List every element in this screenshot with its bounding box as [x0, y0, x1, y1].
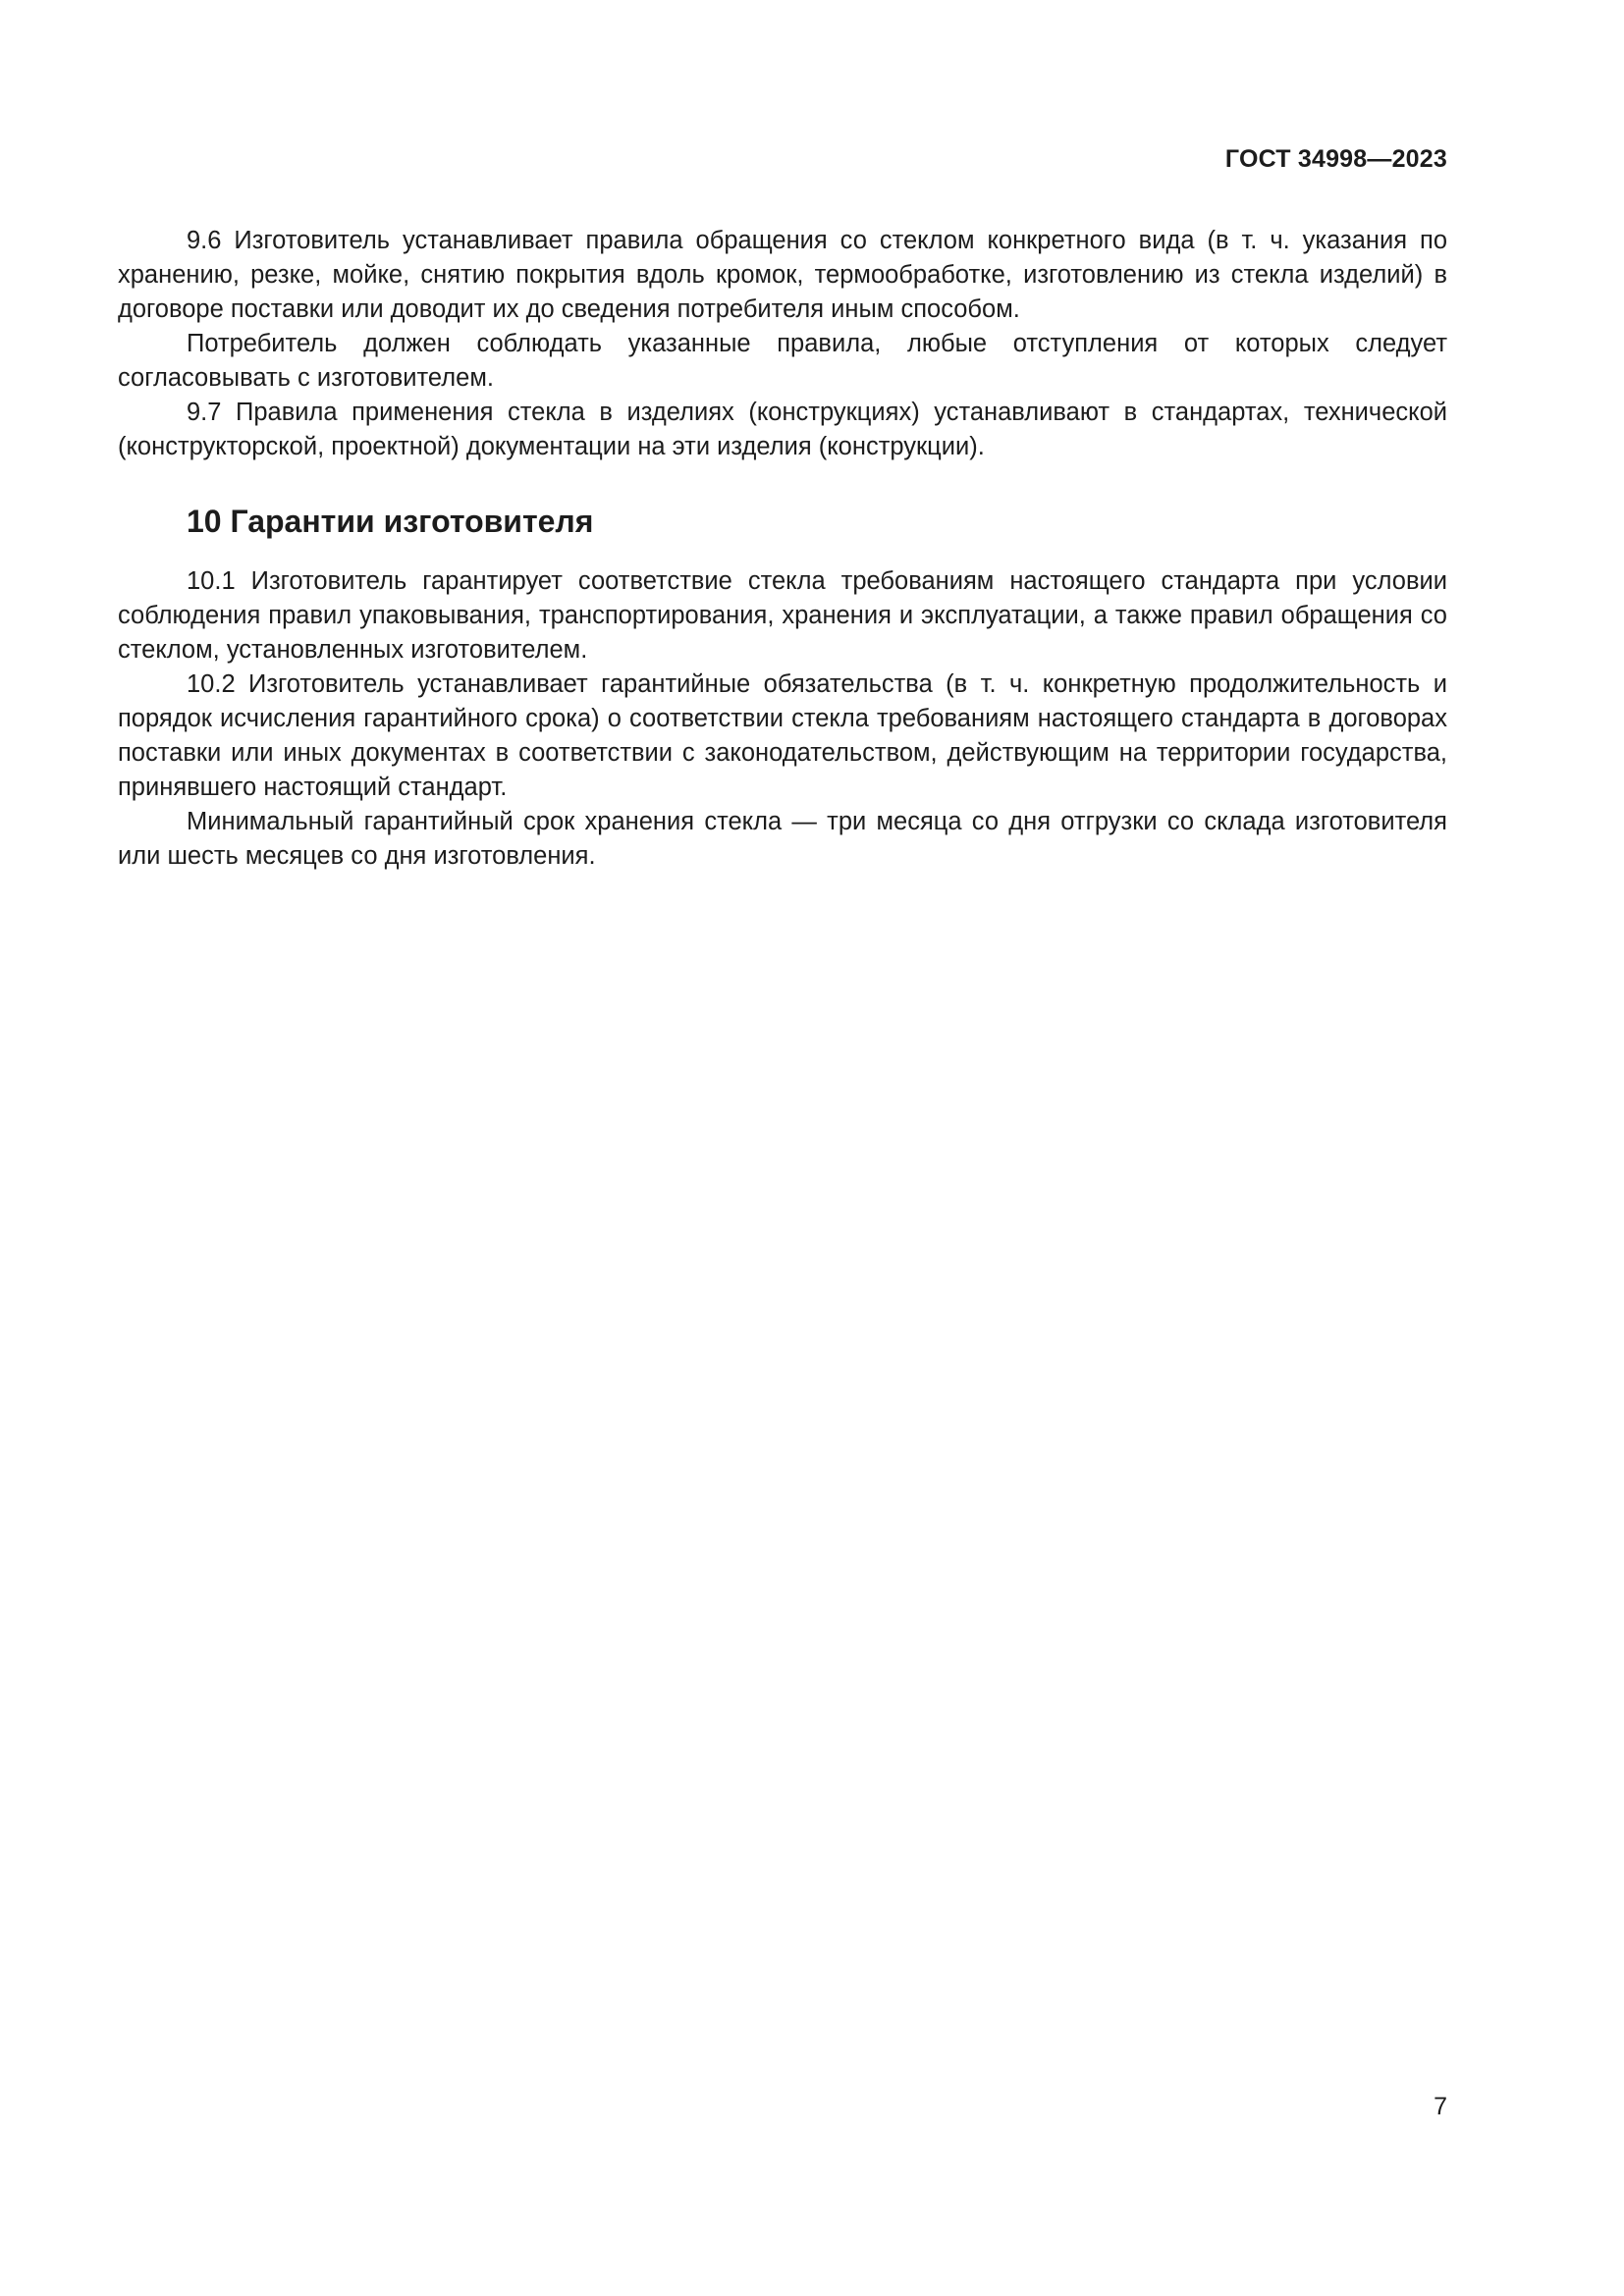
- paragraph-9-6-consumer: Потребитель должен соблюдать указанные правила, любые отступления от которых следует согласовывать с изготовителем.: [118, 330, 1447, 392]
- section-10-heading: 10 Гарантии изготовителя: [187, 504, 594, 539]
- paragraph-10-2-minimum: Минимальный гарантийный срок хранения стекла — три месяца со дня отгрузки со склада изготовителя или шесть месяцев со дня изготовления.: [118, 808, 1447, 870]
- document-id: ГОСТ 34998—2023: [1224, 145, 1447, 173]
- paragraph-10-1: 10.1 Изготовитель гарантирует соответствие стекла требованиям настоящего стандарта при условии соблюдения правил упаковывания, транспортирования, хранения и эксплуатации, а также правил обращения со стеклом, установленных изготовителем.: [118, 567, 1447, 664]
- paragraph-9-7: 9.7 Правила применения стекла в изделиях (конструкциях) устанавливают в стандартах, технической (конструкторской, проектной) документации на эти изделия (конструкции).: [118, 399, 1447, 460]
- page-content: [118, 224, 1447, 874]
- paragraph-10-2: 10.2 Изготовитель устанавливает гарантийные обязательства (в т. ч. конкретную продолжительность и порядок исчисления гарантийного срока) о соответствии стекла требованиям настоящего стандарта в договорах поставки или иных документах в соответствии с законодательством, действующим на территории государства, принявшего настоящий стандарт.: [118, 670, 1447, 801]
- page-number: 7: [1434, 2093, 1447, 2120]
- paragraph-9-6: 9.6 Изготовитель устанавливает правила обращения со стеклом конкретного вида (в т. ч. указания по хранению, резке, мойке, снятию покрытия вдоль кромок, термообработке, изготовлению из стекла изделий) в договоре поставки или доводит их до сведения потребителя иным способом.: [118, 227, 1447, 323]
